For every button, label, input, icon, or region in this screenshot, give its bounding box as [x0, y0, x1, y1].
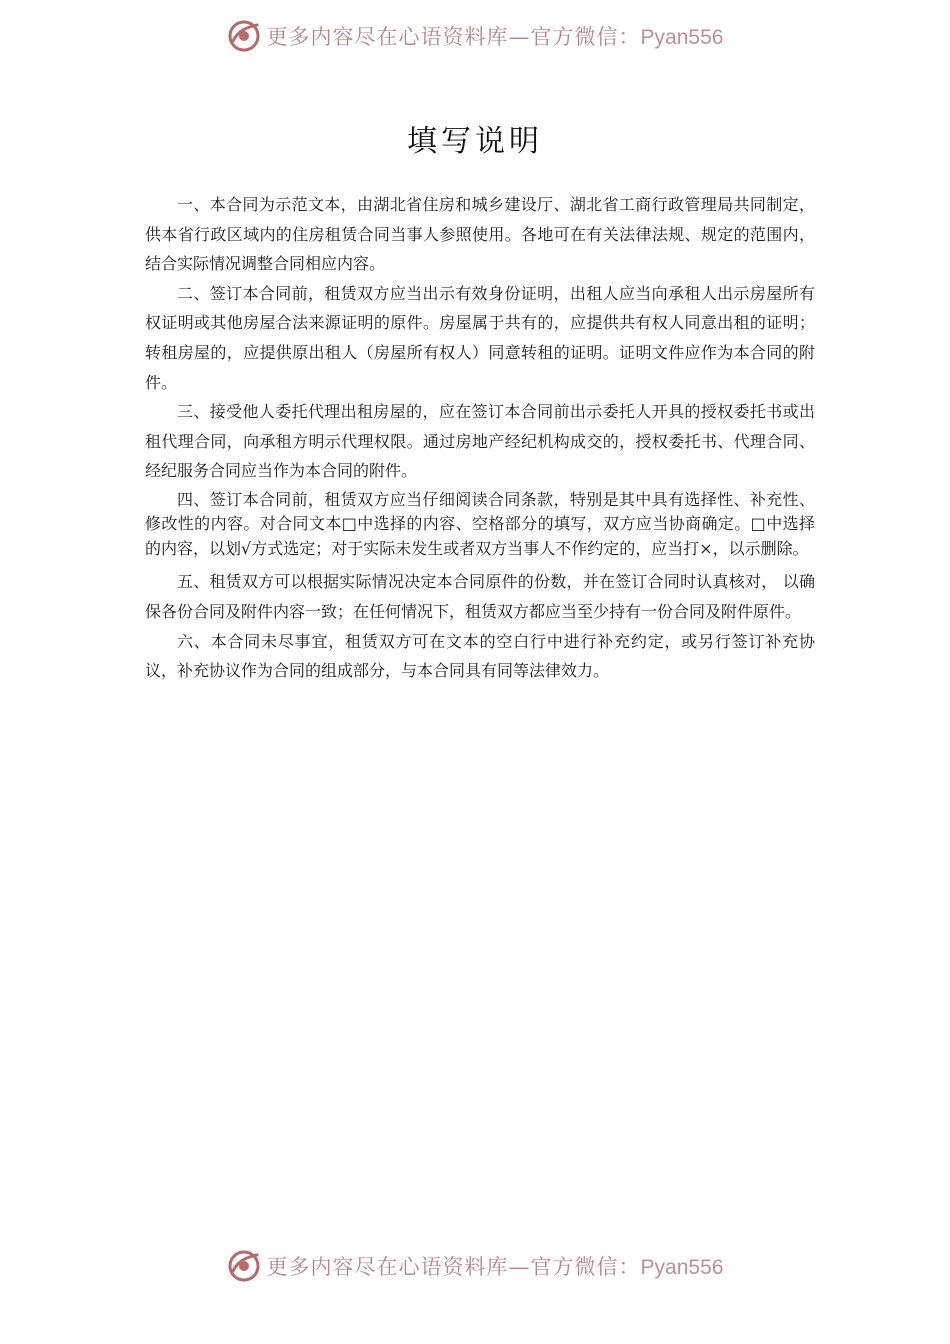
footer-banner [0, 1246, 950, 1286]
paragraph-2: 二、签订本合同前，租赁双方应当出示有效身份证明，出租人应当向承租人出示房屋所有权证明或其他房屋合法来源证明的原件。房屋属于共有的，应提供共有权人同意出租的证明；转租房屋的，应提供原出租人（房屋所有权人）同意转租的证明。证明文件应作为本合同的附件。 [145, 283, 815, 392]
banner-wechat-label: 官方微信： [530, 25, 641, 49]
paragraph-6: 六、本合同未尽事宜，租赁双方可在文本的空白行中进行补充约定，或另行签订补充协议，补充协议作为合同的组成部分，与本合同具有同等法律效力。 [145, 631, 815, 681]
banner-brand: 更多内容尽在心语资料库 [266, 25, 509, 49]
paragraph-4: 四、签订本合同前，租赁双方应当仔细阅读合同条款，特别是其中具有选择性、补充性、修改性的内容。对合同文本□中选择的内容、空格部分的填写，双方应当协商确定。□中选择的内容，以划√方式选定；对于实际未发生或者双方当事人不作约定的，应当打×，以示删除。 [145, 489, 815, 558]
brand-logo-icon [227, 19, 261, 53]
banner-wechat-id: Pyan556 [640, 1256, 724, 1279]
banner-brand: 更多内容尽在心语资料库 [266, 1255, 509, 1279]
banner-wechat-id: Pyan556 [640, 26, 724, 49]
banner-text [267, 1251, 724, 1281]
paragraph-5: 五、租赁双方可以根据实际情况决定本合同原件的份数，并在签订合同时认真核对， 以确保各份合同及附件内容一致；在任何情况下，租赁双方都应当至少持有一份合同及附件原件。 [145, 572, 815, 622]
banner-separator: — [508, 1255, 531, 1279]
document-title: 填写说明 [407, 124, 543, 159]
banner-wechat-label: 官方微信： [530, 1255, 641, 1279]
brand-logo-icon [227, 1249, 261, 1283]
banner-separator: — [508, 25, 531, 49]
header-banner [0, 16, 950, 56]
paragraph-1: 一、本合同为示范文本，由湖北省住房和城乡建设厅、湖北省工商行政管理局共同制定，供本省行政区域内的住房租赁合同当事人参照使用。各地可在有关法律法规、规定的范围内，结合实际情况调整合同相应内容。 [145, 195, 815, 274]
banner-text [267, 21, 724, 51]
document-body [145, 190, 815, 686]
paragraph-3: 三、接受他人委托代理出租房屋的，应在签订本合同前出示委托人开具的授权委托书或出租代理合同，向承租方明示代理权限。通过房地产经纪机构成交的，授权委托书、代理合同、经纪服务合同应当作为本合同的附件。 [145, 402, 815, 481]
